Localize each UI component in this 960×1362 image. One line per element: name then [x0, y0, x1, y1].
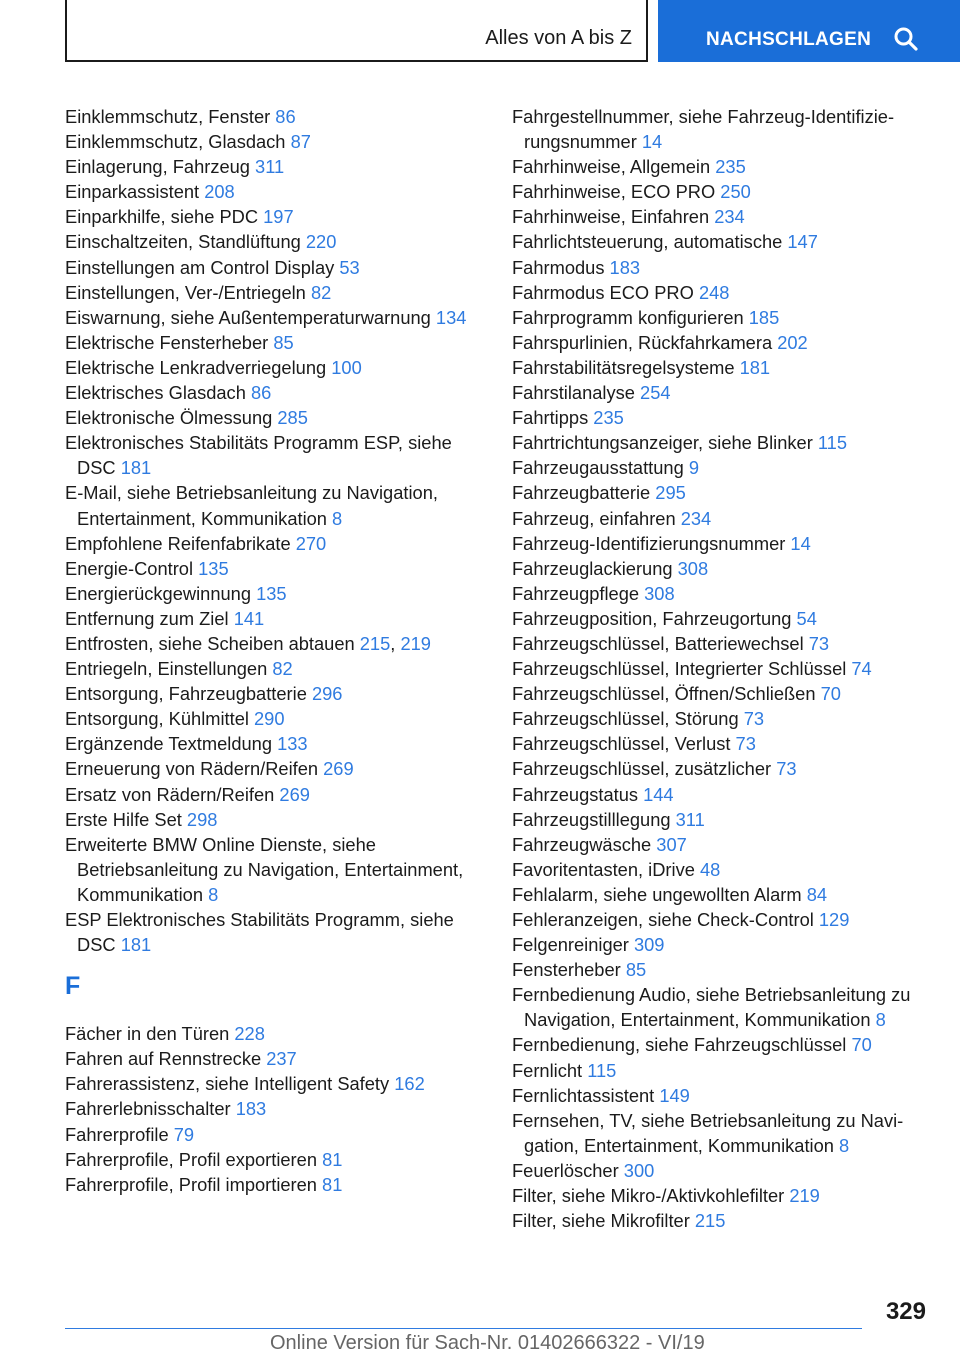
- index-entry: [512, 1108, 932, 1158]
- index-entry: [65, 154, 495, 179]
- page-reference-link[interactable]: 269: [279, 783, 310, 805]
- page-reference-link[interactable]: 82: [272, 658, 293, 680]
- page-reference-link[interactable]: 234: [680, 507, 712, 529]
- index-entry-term: ESP Elektronisches Stabilitäts Programm, siehe DSC: [65, 909, 454, 956]
- page-reference-link[interactable]: 100: [331, 356, 362, 378]
- page-reference-link[interactable]: 8: [332, 507, 343, 529]
- index-entry-term: Einklemmschutz, Fenster: [65, 106, 276, 127]
- index-entry-term: Fahrstabilitätsregelsysteme: [512, 356, 740, 378]
- index-entry-term: E-Mail, siehe Betriebsanleitung zu Navigation, Entertainment, Kommunikation: [65, 482, 438, 529]
- page-reference-link[interactable]: 181: [120, 457, 152, 479]
- index-entry-term: Fahrgestellnummer, siehe Fahrzeug-Identifizierungsnummer: [512, 106, 895, 153]
- index-entry-term: Elektronisches Stabilitäts Programm ESP, siehe DSC: [65, 432, 452, 479]
- page-reference-link[interactable]: 79: [173, 1123, 195, 1145]
- index-entry: [65, 129, 495, 154]
- index-entry-term: Elektrische Lenkradverriegelung: [65, 356, 332, 378]
- index-entry: [65, 1122, 495, 1147]
- index-entry: [512, 506, 932, 531]
- index-entry: [65, 531, 495, 556]
- page-reference-link[interactable]: 215: [694, 1210, 726, 1232]
- index-entry-term: Fahrzeugwäsche: [512, 833, 657, 855]
- page-reference-link[interactable]: 86: [275, 106, 296, 127]
- page-reference-link[interactable]: 235: [715, 156, 746, 178]
- index-entry-term: Fehleranzeigen, siehe Check-Control: [512, 909, 819, 930]
- index-entry-term: Erste Hilfe Set: [65, 808, 187, 830]
- index-list-e: [65, 104, 495, 957]
- index-entry: [512, 229, 932, 254]
- page-reference-link[interactable]: 134: [435, 306, 467, 328]
- index-entry: [65, 255, 495, 280]
- index-entry: [512, 807, 932, 832]
- page-reference-link[interactable]: 14: [790, 532, 811, 554]
- index-entry: [65, 430, 495, 480]
- index-entry-term: Fahrtipps: [512, 407, 594, 429]
- page-reference-link[interactable]: 235: [593, 407, 624, 429]
- page-reference-link[interactable]: 14: [641, 131, 663, 153]
- index-entry-term: Entsorgung, Kühlmittel: [65, 708, 255, 730]
- index-entry: [512, 355, 932, 380]
- page-reference-link[interactable]: 70: [851, 1034, 872, 1056]
- index-entry-term: Fahrtrichtungsanzeiger, siehe Blinker: [512, 432, 818, 454]
- index-entry: [65, 606, 495, 631]
- index-entry: [512, 706, 932, 731]
- index-entry: [512, 104, 932, 154]
- page-reference-link[interactable]: 115: [587, 1059, 617, 1081]
- page-reference-link[interactable]: 219: [789, 1185, 820, 1207]
- index-entry-term: Fächer in den Türen: [65, 1023, 235, 1045]
- index-entry: [512, 405, 932, 430]
- index-entry-term: Fahrerprofile: [65, 1123, 174, 1145]
- index-entry: [65, 229, 495, 254]
- index-entry-term: Fahrerprofile, Profil exportieren: [65, 1148, 323, 1170]
- page-reference-link[interactable]: 248: [698, 281, 730, 303]
- index-entry-term: Fahrerprofile, Profil importieren: [65, 1173, 323, 1195]
- index-entry: [65, 305, 495, 330]
- page-number: 329: [885, 1298, 926, 1325]
- section-title: Alles von A bis Z: [485, 27, 632, 49]
- index-entry: [512, 631, 932, 656]
- page-reference-link[interactable]: 81: [322, 1173, 343, 1195]
- index-entry-term: Eiswarnung, siehe Außentemperaturwarnung: [65, 306, 436, 328]
- index-entry-term: Fahrzeug, einfahren: [512, 507, 681, 529]
- index-entry-term: Fahrzeugposition, Fahrzeugortung: [512, 607, 797, 629]
- nachschlagen-button[interactable]: [658, 0, 960, 62]
- footer-divider: [65, 1328, 862, 1329]
- index-entry-term: Fahrhinweise, ECO PRO: [512, 181, 721, 203]
- page-reference-link[interactable]: 215: [359, 632, 391, 654]
- index-entry: [512, 154, 932, 179]
- page-reference-link[interactable]: 220: [305, 231, 337, 253]
- page-reference-link[interactable]: 298: [186, 808, 218, 830]
- index-entry: [512, 581, 932, 606]
- section-tab[interactable]: [65, 0, 648, 62]
- page-reference-link[interactable]: 8: [875, 1009, 886, 1031]
- page-reference-link[interactable]: 48: [699, 858, 721, 880]
- page-reference-link[interactable]: 308: [677, 557, 709, 579]
- index-entry: [65, 179, 495, 204]
- page-reference-link[interactable]: 309: [633, 934, 665, 956]
- page-reference-link[interactable]: 73: [735, 733, 756, 755]
- page-reference-link[interactable]: 115: [817, 432, 848, 454]
- index-entry-term: Filter, siehe Mikro-/Aktivkohlefilter: [512, 1185, 790, 1207]
- index-entry-term: Feuerlöscher: [512, 1159, 624, 1181]
- index-entry: [512, 255, 932, 280]
- index-entry: [512, 857, 932, 882]
- index-entry: [65, 1096, 495, 1121]
- index-entry-term: Fahrprogramm konfigurieren: [512, 306, 749, 328]
- index-entry: [65, 656, 495, 681]
- index-entry-term: Fernbedienung Audio, siehe Betriebsanleitung zu Navigation, Entertainment, Kommunikation: [512, 984, 911, 1031]
- index-entry-term: Fahrmodus: [512, 256, 610, 278]
- index-entry-term: Favoritentasten, iDrive: [512, 858, 700, 880]
- index-entry: [512, 932, 932, 957]
- page-reference-link[interactable]: 300: [623, 1159, 655, 1181]
- index-entry-term: Filter, siehe Mikrofilter: [512, 1210, 695, 1232]
- index-column-right: [512, 104, 932, 1233]
- page-reference-link[interactable]: 290: [254, 708, 285, 730]
- page-reference-link[interactable]: 81: [322, 1148, 343, 1170]
- index-entry: [512, 330, 932, 355]
- index-entry: [512, 832, 932, 857]
- index-entry-term: Einschaltzeiten, Standlüftung: [65, 231, 306, 253]
- index-column-left: [65, 104, 495, 1197]
- page-reference-link[interactable]: 311: [255, 156, 285, 178]
- index-entry-term: Einparkhilfe, siehe PDC: [65, 206, 264, 228]
- index-entry-term: Elektronische Ölmessung: [65, 407, 278, 429]
- index-list-f: [65, 1021, 495, 1197]
- index-entry: [65, 681, 495, 706]
- page-reference-link[interactable]: 147: [787, 231, 818, 253]
- index-entry-term: Fahrzeugschlüssel, Integrierter Schlüssel: [512, 658, 852, 680]
- index-entry: [512, 1183, 932, 1208]
- page-reference-link[interactable]: 295: [655, 482, 686, 504]
- index-entry: [65, 1046, 495, 1071]
- page-reference-link[interactable]: 181: [739, 356, 771, 378]
- index-entry: [65, 706, 495, 731]
- index-entry: [512, 480, 932, 505]
- index-entry: [65, 807, 495, 832]
- page-reference-link[interactable]: 269: [323, 758, 354, 780]
- index-entry: [512, 556, 932, 581]
- index-entry-term: Fahrerassistenz, siehe Intelligent Safety: [65, 1073, 395, 1095]
- index-entry-term: Fehlalarm, siehe ungewollten Alarm: [512, 883, 807, 905]
- index-entry: [65, 756, 495, 781]
- page-reference-link[interactable]: 308: [644, 582, 675, 604]
- index-entry: [512, 731, 932, 756]
- nachschlagen-label: NACHSCHLAGEN: [706, 29, 872, 50]
- page-reference-link[interactable]: 183: [609, 256, 641, 278]
- index-entry-term: Fahrerlebnisschalter: [65, 1098, 236, 1120]
- index-entry-term: Fernlicht: [512, 1059, 588, 1081]
- index-entry: [65, 355, 495, 380]
- index-entry: [512, 982, 932, 1032]
- page-reference-link[interactable]: 296: [311, 683, 343, 705]
- index-entry: [65, 204, 495, 229]
- index-entry: [512, 1058, 932, 1083]
- index-entry-term: Fensterheber: [512, 959, 626, 981]
- index-entry-term: Entfrosten, siehe Scheiben abtauen: [65, 632, 360, 654]
- index-entry: [512, 380, 932, 405]
- page-reference-link[interactable]: 307: [656, 833, 687, 855]
- page-reference-link[interactable]: 135: [198, 557, 229, 579]
- index-entry-term: Einstellungen, Ver-/Entriegeln: [65, 281, 311, 303]
- index-entry-term: Fernsehen, TV, siehe Betriebsanleitung zu Navigation, Entertainment, Kommunikation: [512, 1109, 904, 1156]
- page-reference-link[interactable]: 54: [796, 607, 817, 629]
- index-entry: [512, 957, 932, 982]
- online-version-note: Online Version für Sach-Nr. 01402666322 - VI/19: [270, 1332, 705, 1354]
- index-entry-term: Fahrzeugschlüssel, Störung: [512, 708, 744, 730]
- index-entry: [512, 280, 932, 305]
- page-reference-link[interactable]: 311: [675, 808, 705, 830]
- index-entry-term: Fahrlichtsteuerung, automatische: [512, 231, 788, 253]
- index-entry-term: Einklemmschutz, Glasdach: [65, 131, 291, 153]
- index-entry: [512, 681, 932, 706]
- page-reference-link[interactable]: 74: [851, 658, 872, 680]
- index-entry-term: Energierückgewinnung: [65, 582, 257, 604]
- page-reference-link[interactable]: 254: [640, 382, 671, 404]
- page-reference-link[interactable]: 9: [688, 457, 700, 479]
- page-separator: ,: [390, 632, 401, 654]
- index-entry-term: Einstellungen am Control Display: [65, 256, 340, 278]
- page-reference-link[interactable]: 87: [290, 131, 311, 153]
- index-entry-term: Ersatz von Rädern/Reifen: [65, 783, 280, 805]
- index-entry-term: Fahrzeugschlüssel, zusätzlicher: [512, 758, 777, 780]
- section-letter: F: [65, 972, 81, 1001]
- index-entry-term: Empfohlene Reifenfabrikate: [65, 532, 296, 554]
- index-entry: [65, 556, 495, 581]
- index-entry-term: Fahrzeugschlüssel, Verlust: [512, 733, 736, 755]
- page-header: [0, 0, 960, 66]
- page-reference-link[interactable]: 181: [120, 934, 152, 956]
- index-entry: [512, 430, 932, 455]
- index-entry: [65, 405, 495, 430]
- index-entry: [512, 204, 932, 229]
- index-entry: [512, 606, 932, 631]
- index-entry-term: Fahrzeugstilllegung: [512, 808, 676, 830]
- page-reference-link[interactable]: 53: [339, 256, 360, 278]
- index-entry-term: Fahrspurlinien, Rückfahrkamera: [512, 331, 778, 353]
- index-entry-term: Entfernung zum Ziel: [65, 607, 234, 629]
- page-reference-link[interactable]: 133: [277, 733, 308, 755]
- index-entry: [65, 907, 495, 957]
- page-reference-link[interactable]: 185: [748, 306, 780, 328]
- page-reference-link[interactable]: 208: [204, 181, 235, 203]
- index-entry: [512, 782, 932, 807]
- page-reference-link[interactable]: 82: [310, 281, 332, 303]
- index-entry-term: Fahrzeugschlüssel, Öffnen/Schließen: [512, 683, 821, 705]
- index-entry: [65, 104, 495, 129]
- page-reference-link[interactable]: 70: [820, 683, 841, 705]
- index-entry: [512, 1158, 932, 1183]
- search-icon: [893, 26, 919, 52]
- index-entry: [65, 380, 495, 405]
- index-entry-term: Fahren auf Rennstrecke: [65, 1048, 267, 1070]
- index-entry-term: Erneuerung von Rädern/Reifen: [65, 758, 324, 780]
- index-entry: [65, 330, 495, 355]
- index-entry-term: Erweiterte BMW Online Dienste, siehe Betriebsanleitung zu Navigation, Entertainment, Kommunikation: [65, 833, 464, 905]
- index-entry: [65, 1172, 495, 1197]
- page-reference-link[interactable]: 8: [208, 883, 219, 905]
- page-reference-link[interactable]: 219: [400, 632, 431, 654]
- page-reference-link[interactable]: 162: [394, 1073, 425, 1095]
- page-reference-link[interactable]: 141: [233, 607, 265, 629]
- index-entry-term: Fahrzeugstatus: [512, 783, 644, 805]
- index-entry-term: Elektrisches Glasdach: [65, 382, 251, 404]
- index-entry: [65, 280, 495, 305]
- index-entry: [65, 631, 495, 656]
- index-entry-term: Energie-Control: [65, 557, 199, 579]
- index-entry-term: Felgenreiniger: [512, 934, 634, 956]
- page-reference-link[interactable]: 85: [273, 331, 294, 353]
- page-reference-link[interactable]: 8: [839, 1134, 850, 1156]
- index-entry: [512, 907, 932, 932]
- page-reference-link[interactable]: 144: [643, 783, 674, 805]
- index-entry: [65, 1071, 495, 1096]
- index-entry: [65, 731, 495, 756]
- index-entry: [512, 455, 932, 480]
- index-list-f-continued: [512, 104, 932, 1233]
- page-reference-link[interactable]: 135: [256, 582, 287, 604]
- page-reference-link[interactable]: 129: [818, 909, 850, 930]
- index-entry: [512, 531, 932, 556]
- index-entry-term: Fahrzeugausstattung: [512, 457, 689, 479]
- page-reference-link[interactable]: 73: [776, 758, 797, 780]
- page-reference-link[interactable]: 85: [625, 959, 647, 981]
- index-entry: [65, 832, 495, 907]
- index-entry: [512, 179, 932, 204]
- page-reference-link[interactable]: 237: [266, 1048, 297, 1070]
- index-entry: [512, 305, 932, 330]
- page-reference-link[interactable]: 228: [234, 1023, 265, 1045]
- index-entry-term: Einparkassistent: [65, 181, 205, 203]
- index-entry-term: Fahrzeug-Identifizierungsnummer: [512, 532, 791, 554]
- index-entry: [65, 1147, 495, 1172]
- index-entry: [512, 756, 932, 781]
- page-reference-link[interactable]: 250: [720, 181, 751, 203]
- index-entry: [65, 782, 495, 807]
- page-reference-link[interactable]: 202: [777, 331, 808, 353]
- index-entry-term: Entsorgung, Fahrzeugbatterie: [65, 683, 312, 705]
- index-entry: [65, 480, 495, 530]
- page-reference-link[interactable]: 149: [659, 1084, 690, 1106]
- index-entry-term: Fahrstilanalyse: [512, 382, 641, 404]
- index-entry: [512, 1083, 932, 1108]
- index-entry: [512, 656, 932, 681]
- index-entry-term: Fahrzeuglackierung: [512, 557, 678, 579]
- page-reference-link[interactable]: 270: [295, 532, 327, 554]
- page-reference-link[interactable]: 234: [714, 206, 745, 228]
- index-entry: [65, 1021, 495, 1046]
- index-entry: [65, 581, 495, 606]
- page-reference-link[interactable]: 73: [808, 632, 830, 654]
- index-entry-term: Elektrische Fensterheber: [65, 331, 274, 353]
- index-entry-term: Fernlichtassistent: [512, 1084, 660, 1106]
- index-entry-term: Einlagerung, Fahrzeug: [65, 156, 256, 178]
- page-reference-link[interactable]: 84: [806, 883, 828, 905]
- index-entry: [512, 882, 932, 907]
- page-reference-link[interactable]: 183: [235, 1098, 267, 1120]
- page-reference-link[interactable]: 285: [277, 407, 308, 429]
- page-reference-link[interactable]: 197: [263, 206, 294, 228]
- index-entry-term: Fahrzeugschlüssel, Batteriewechsel: [512, 632, 809, 654]
- index-entry-term: Fahrhinweise, Allgemein: [512, 156, 716, 178]
- index-entry-term: Fahrzeugpflege: [512, 582, 645, 604]
- page-reference-link[interactable]: 86: [250, 382, 272, 404]
- index-entry-term: Ergänzende Textmeldung: [65, 733, 278, 755]
- index-entry-term: Fahrmodus ECO PRO: [512, 281, 699, 303]
- index-entry: [512, 1032, 932, 1057]
- page-reference-link[interactable]: 73: [743, 708, 765, 730]
- index-entry-term: Fahrzeugbatterie: [512, 482, 656, 504]
- index-entry-term: Entriegeln, Einstellungen: [65, 658, 273, 680]
- index-entry-term: Fernbedienung, siehe Fahrzeugschlüssel: [512, 1034, 852, 1056]
- index-entry: [512, 1208, 932, 1233]
- index-entry-term: Fahrhinweise, Einfahren: [512, 206, 715, 228]
